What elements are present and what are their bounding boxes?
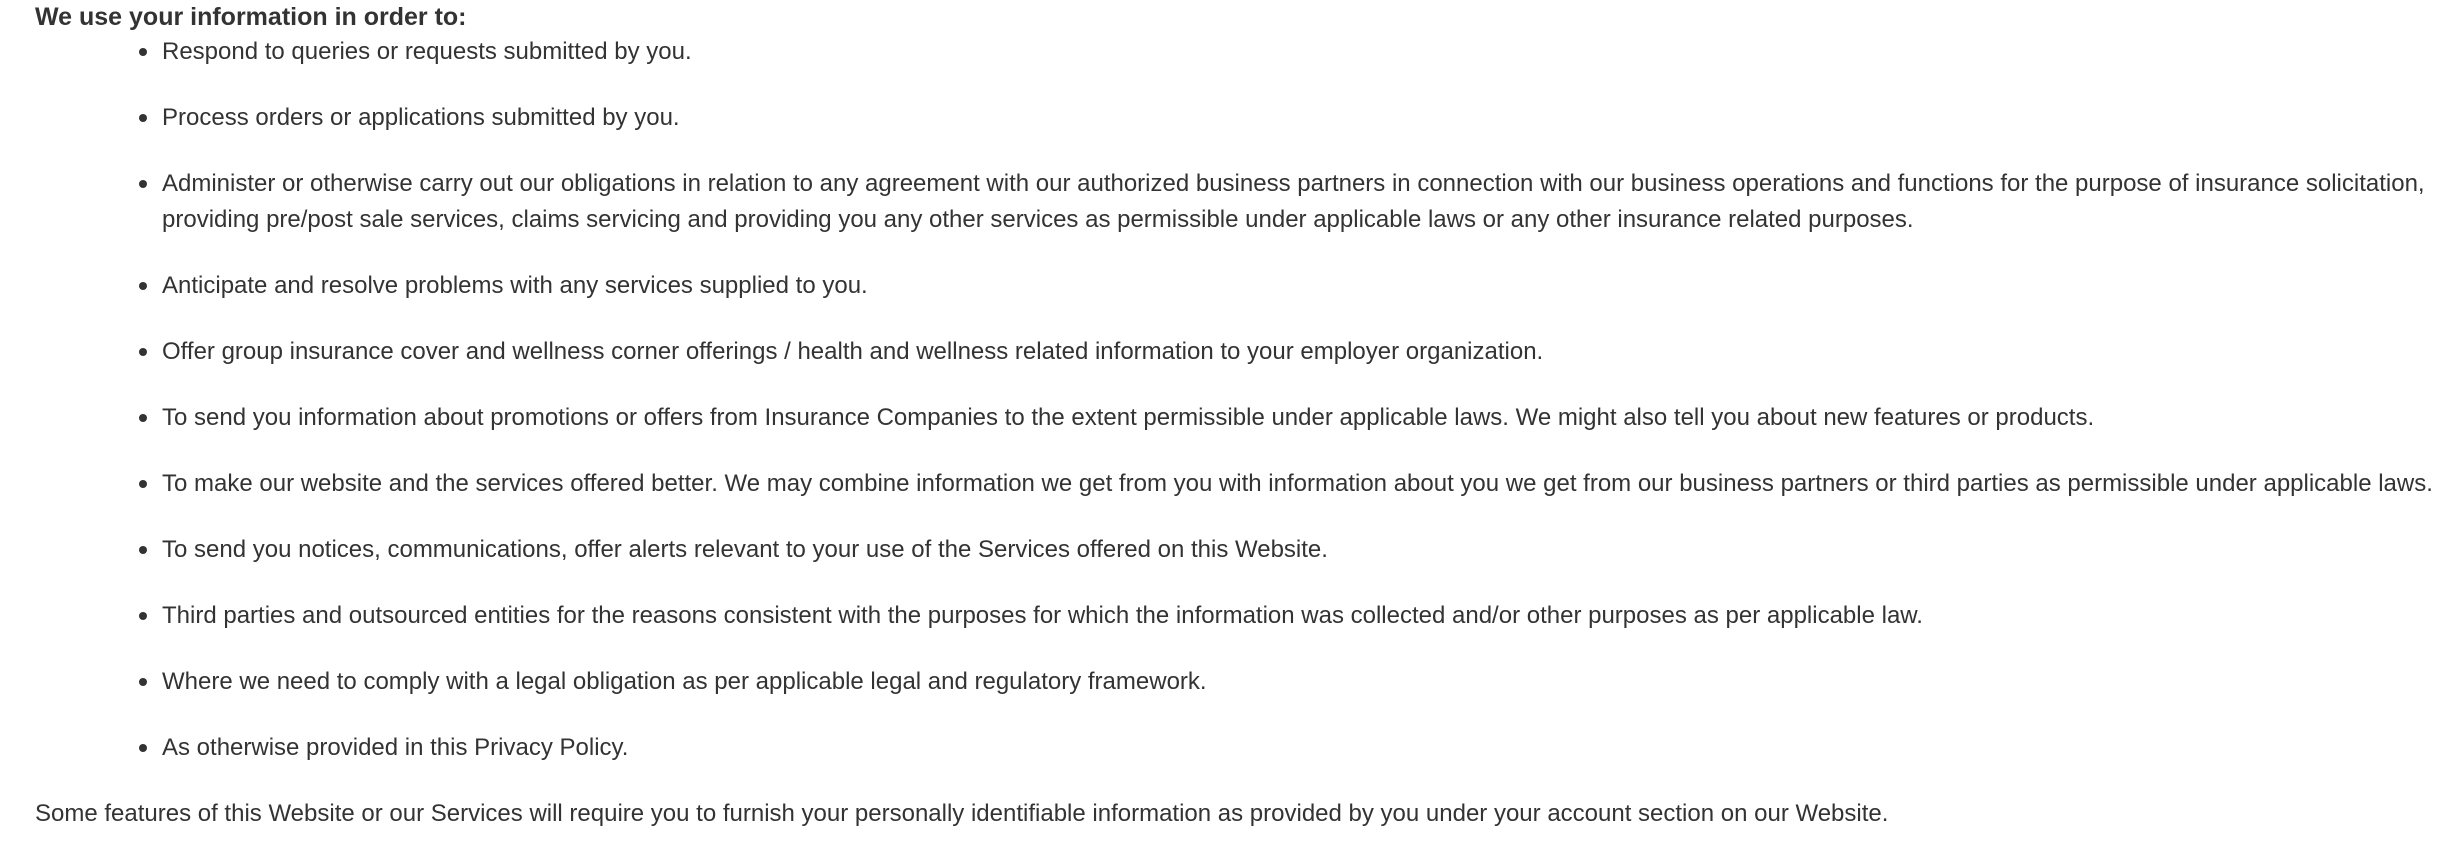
- bullet-icon: [139, 546, 147, 554]
- bullet-icon: [139, 180, 147, 188]
- bullet-icon: [139, 348, 147, 356]
- list-item: [35, 532, 2455, 568]
- list-item: [35, 664, 2455, 700]
- list-item: [35, 166, 2455, 238]
- list-item: [35, 268, 2455, 304]
- bullet-icon: [139, 282, 147, 290]
- bullet-icon: [139, 744, 147, 752]
- list-item-text: As otherwise provided in this Privacy Policy.: [162, 734, 629, 761]
- list-item-text: To send you information about promotions or offers from Insurance Companies to the extent permissible under applicable laws. We might also tell you about new features or products.: [162, 404, 2095, 431]
- list-item-text: Anticipate and resolve problems with any services supplied to you.: [162, 272, 868, 299]
- bullet-icon: [139, 678, 147, 686]
- privacy-policy-section: [35, 0, 2455, 832]
- list-item: [35, 400, 2455, 436]
- bullet-icon: [139, 114, 147, 122]
- list-item-text: To send you notices, communications, offer alerts relevant to your use of the Services offered on this Website.: [162, 536, 1328, 563]
- account-info-paragraph: Some features of this Website or our Services will require you to furnish your personally identifiable information as provided by you under your account section on our Website.: [35, 800, 1889, 827]
- list-item-text: Respond to queries or requests submitted by you.: [162, 38, 692, 65]
- list-item: [35, 34, 2455, 70]
- list-item-text: Offer group insurance cover and wellness corner offerings / health and wellness related information to your employer organization.: [162, 338, 1544, 365]
- bullet-icon: [139, 480, 147, 488]
- list-item: [35, 466, 2455, 502]
- list-item-text: Where we need to comply with a legal obligation as per applicable legal and regulatory framework.: [162, 668, 1207, 695]
- list-item-text: Process orders or applications submitted by you.: [162, 104, 680, 131]
- purposes-list: [35, 34, 2455, 766]
- section-heading: We use your information in order to:: [35, 3, 467, 31]
- bullet-icon: [139, 414, 147, 422]
- list-item: [35, 100, 2455, 136]
- list-item-text: Administer or otherwise carry out our obligations in relation to any agreement with our authorized business partners in connection with our business operations and functions for the purpose of insurance solicitation, providing pre/post sale services, claims servicing and providing you any other services as permissible under applicable laws or any other insurance related purposes.: [162, 170, 2425, 233]
- list-item: [35, 598, 2455, 634]
- list-item-text: To make our website and the services offered better. We may combine information we get from you with information about you we get from our business partners or third parties as permissible under applicable laws.: [162, 470, 2433, 497]
- list-item-text: Third parties and outsourced entities for the reasons consistent with the purposes for which the information was collected and/or other purposes as per applicable law.: [162, 602, 1923, 629]
- bullet-icon: [139, 612, 147, 620]
- list-item: [35, 334, 2455, 370]
- list-item: [35, 730, 2455, 766]
- bullet-icon: [139, 48, 147, 56]
